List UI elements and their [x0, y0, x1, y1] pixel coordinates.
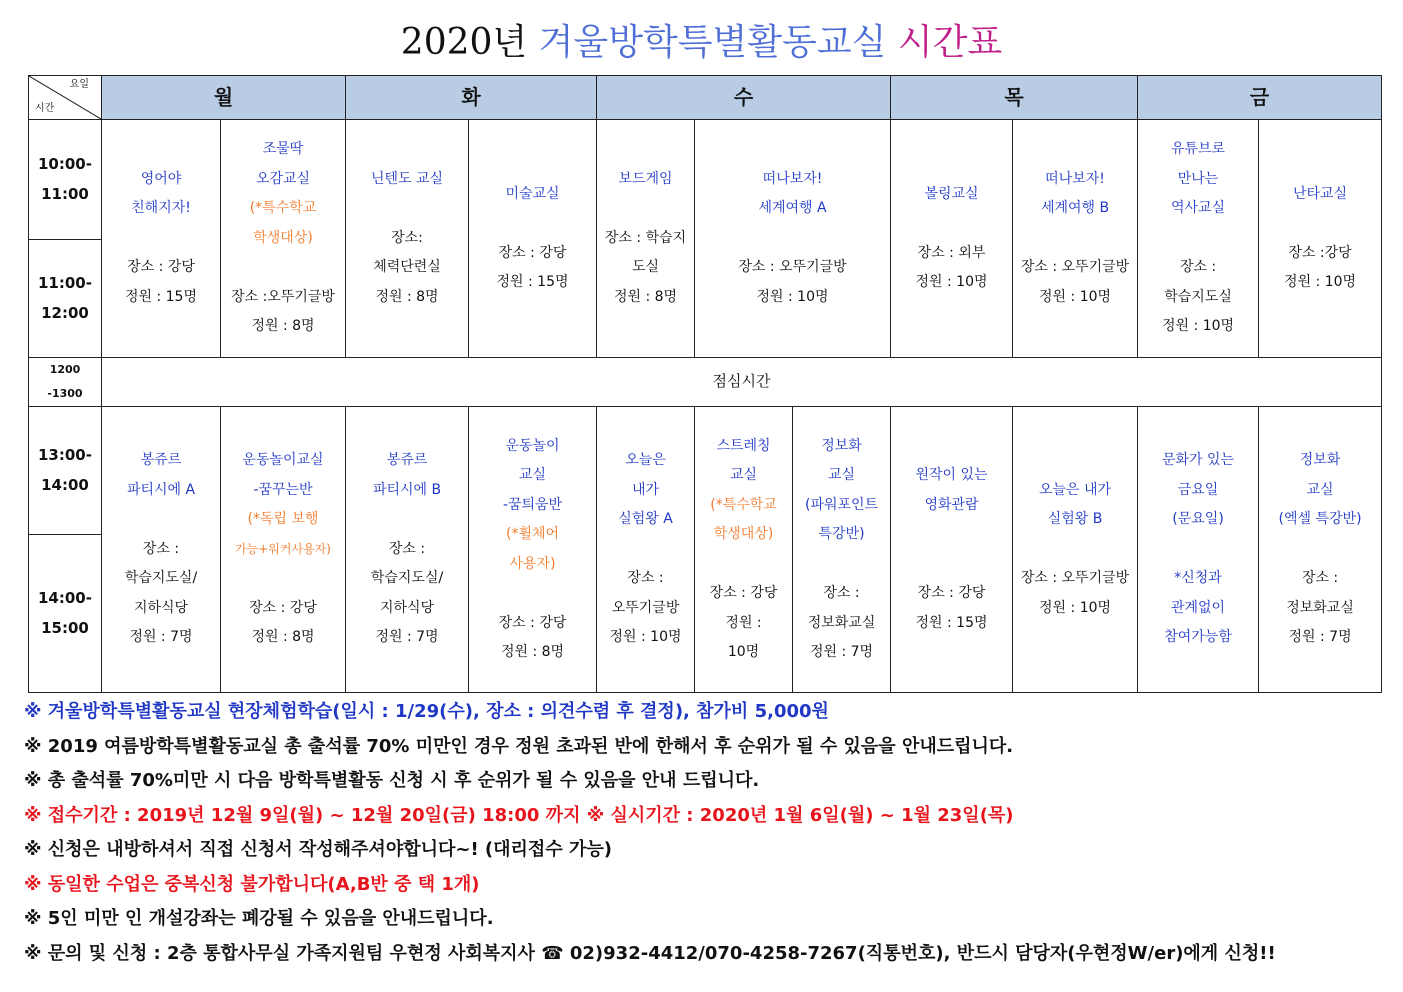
class-cell: 원작이 있는 영화관람 장소 : 강당 정원 : 15명	[891, 407, 1013, 693]
class-cell: 정보화 교실 (엑셀 특강반) 장소 : 정보화교실 정원 : 7명	[1259, 407, 1382, 693]
time-slot-1100: 11:00- 12:00	[29, 240, 102, 358]
time-slot-1400: 14:00- 15:00	[29, 535, 102, 693]
time-slot-lunch: 1200 -1300	[29, 358, 102, 407]
corner-time-label: 시간	[35, 103, 55, 114]
note-attendance-next: ※ 총 출석률 70%미만 시 다음 방학특별활동 신청 시 후 순위가 될 수 있음을 안내 드립니다.	[24, 770, 760, 791]
day-header-wed: 수	[597, 76, 891, 120]
class-cell: 떠나보자! 세계여행 A 장소 : 오뚜기글방 정원 : 10명	[695, 120, 891, 358]
lunch-label: 점심시간	[102, 358, 1382, 407]
day-header-fri: 금	[1138, 76, 1382, 120]
class-cell: 조물딱 오감교실 (*특수학교 학생대상) 장소 :오뚜기글방 정원 : 8명	[221, 120, 346, 358]
time-slot-1000: 10:00- 11:00	[29, 120, 102, 240]
notes-list	[24, 695, 1394, 971]
timetable	[28, 75, 1382, 693]
class-cell: 떠나보자! 세계여행 B 장소 : 오뚜기글방 정원 : 10명	[1013, 120, 1138, 358]
title-program: 겨울방학특별활동교실	[538, 22, 887, 63]
class-cell: 유튜브로 만나는 역사교실 장소 : 학습지도실 정원 : 10명	[1138, 120, 1259, 358]
note-periods: ※ 접수기간 : 2019년 12월 9일(월) ~ 12월 20일(금) 18:00 까지 ※ 실시기간 : 2020년 1월 6일(월) ~ 1월 23일(목)	[24, 804, 1014, 826]
note-field-trip: ※ 겨울방학특별활동교실 현장체험학습(일시 : 1/29(수), 장소 : 의견수렴 후 결정), 참가비 5,000원	[24, 701, 829, 722]
day-header-mon: 월	[102, 76, 346, 120]
class-cell: 보드게임 장소 : 학습지도실 정원 : 8명	[597, 120, 695, 358]
row-13-14	[29, 407, 1382, 535]
class-cell: 미술교실 장소 : 강당 정원 : 15명	[469, 120, 597, 358]
day-header-thu: 목	[891, 76, 1138, 120]
class-cell: 문화가 있는 금요일 (문요일) *신청과 관계없이 참여가능함	[1138, 407, 1259, 693]
class-cell: 난타교실 장소 :강당 정원 : 10명	[1259, 120, 1382, 358]
class-cell: 봉쥬르 파티시에 A 장소 : 학습지도실/ 지하식당 정원 : 7명	[102, 407, 221, 693]
page-title	[0, 18, 1403, 68]
row-10-11	[29, 120, 1382, 240]
class-cell: 오늘은 내가 실험왕 B 장소 : 오뚜기글방 정원 : 10명	[1013, 407, 1138, 693]
class-cell: 영어야 친해지자! 장소 : 강당 정원 : 15명	[102, 120, 221, 358]
day-header-tue: 화	[346, 76, 597, 120]
note-attendance-priority: ※ 2019 여름방학특별활동교실 총 출석률 70% 미만인 경우 정원 초과된 반에 한해서 후 순위가 될 수 있음을 안내드립니다.	[24, 735, 1014, 757]
corner-day-label: 요일	[69, 79, 89, 90]
time-slot-1300: 13:00- 14:00	[29, 407, 102, 535]
class-cell: 운동놀이교실 -꿈꾸는반 (*독립 보행 가능+워커사용자) 장소 : 강당 정원 : 8명	[221, 407, 346, 693]
class-cell: 닌텐도 교실 장소: 체력단련실 정원 : 8명	[346, 120, 469, 358]
class-cell: 볼링교실 장소 : 외부 정원 : 10명	[891, 120, 1013, 358]
note-contact: ※ 문의 및 신청 : 2층 통합사무실 가족지원팀 우현정 사회복지사 ☎ 02)932-4412/070-4258-7267(직통번호), 반드시 담당자(우현정W/er)에게 신청!!	[24, 942, 1276, 964]
title-year: 2020년	[400, 22, 528, 63]
class-cell: 스트레칭 교실 (*특수학교 학생대상) 장소 : 강당 정원 : 10명	[695, 407, 793, 693]
header-row	[29, 76, 1382, 120]
class-cell: 봉쥬르 파티시에 B 장소 : 학습지도실/ 지하식당 정원 : 7명	[346, 407, 469, 693]
class-cell: 정보화 교실 (파워포인트 특강반) 장소 : 정보화교실 정원 : 7명	[793, 407, 891, 693]
note-cancellation: ※ 5인 미만 인 개설강좌는 폐강될 수 있음을 안내드립니다.	[24, 908, 494, 929]
note-application: ※ 신청은 내방하셔서 직접 신청서 작성해주셔야합니다~! (대리접수 가능)	[24, 839, 612, 860]
corner-cell	[29, 76, 102, 120]
class-cell: 운동놀이 교실 -꿈틔움반 (*휠체어 사용자) 장소 : 강당 정원 : 8명	[469, 407, 597, 693]
lunch-row	[29, 358, 1382, 407]
class-cell: 오늘은 내가 실험왕 A 장소 : 오뚜기글방 정원 : 10명	[597, 407, 695, 693]
title-timetable: 시간표	[897, 22, 1003, 63]
note-no-duplicate: ※ 동일한 수업은 중복신청 불가합니다(A,B반 중 택 1개)	[24, 873, 480, 895]
